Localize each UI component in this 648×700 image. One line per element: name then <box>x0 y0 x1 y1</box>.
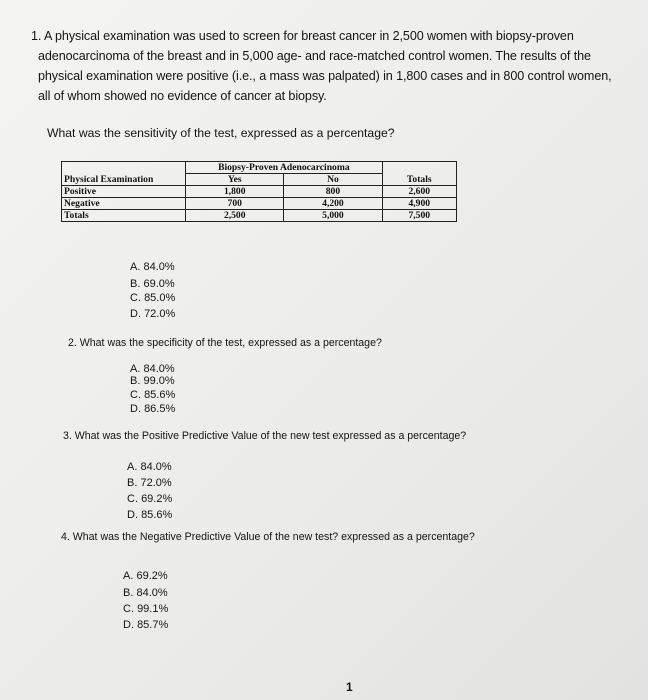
option-text: 99.0% <box>143 375 175 387</box>
q2-option-d[interactable] <box>130 403 175 415</box>
q1-line-4: all of whom showed no evidence of cancer at biopsy. <box>38 89 327 103</box>
q2-option-b[interactable] <box>130 375 175 387</box>
table-col-no: No <box>284 174 382 186</box>
option-text: 72.0% <box>144 308 176 320</box>
option-letter: A. <box>123 570 134 582</box>
table-row <box>62 198 457 210</box>
option-letter: C. <box>123 603 134 615</box>
option-text: 85.6% <box>144 389 176 401</box>
option-letter: C. <box>130 292 141 304</box>
option-letter: D. <box>130 308 141 320</box>
table-cell-total: 4,900 <box>382 198 456 210</box>
option-letter: B. <box>127 477 138 489</box>
table-row-label: Positive <box>62 186 186 198</box>
q4-option-c[interactable] <box>123 603 168 615</box>
q1-option-a[interactable] <box>130 261 175 273</box>
q4-option-d[interactable] <box>123 619 168 631</box>
q1-option-c[interactable] <box>130 292 175 304</box>
option-letter: C. <box>127 493 138 505</box>
table-totals-corner <box>382 162 456 174</box>
q3-option-d[interactable] <box>127 509 172 521</box>
option-text: 99.1% <box>137 603 169 615</box>
option-text: 84.0% <box>136 587 168 599</box>
q4-prompt: 4. What was the Negative Predictive Value of the new test? expressed as a percentage? <box>61 531 475 543</box>
q3-option-a[interactable] <box>127 461 172 473</box>
option-text: 69.2% <box>141 493 173 505</box>
table-row <box>62 186 457 198</box>
option-letter: A. <box>130 261 141 273</box>
option-letter: A. <box>127 461 138 473</box>
option-letter: A. <box>130 363 141 375</box>
table-cell-yes: 1,800 <box>186 186 284 198</box>
q2-option-a[interactable] <box>130 363 175 375</box>
q4-option-b[interactable] <box>123 587 168 599</box>
option-text: 84.0% <box>143 363 175 375</box>
option-letter: D. <box>127 509 138 521</box>
q1-option-d[interactable] <box>130 308 175 320</box>
table-row-label: Negative <box>62 198 186 210</box>
table-cell-no: 5,000 <box>284 210 382 222</box>
option-letter: B. <box>130 278 141 290</box>
q3-option-b[interactable] <box>127 477 172 489</box>
table-cell-no: 800 <box>284 186 382 198</box>
option-text: 85.6% <box>141 509 173 521</box>
option-text: 69.2% <box>136 570 168 582</box>
table-cell-no: 4,200 <box>284 198 382 210</box>
q1-line-3: physical examination were positive (i.e., a mass was palpated) in 1,800 cases and in 800 control women, <box>38 69 612 83</box>
table-cell-yes: 700 <box>186 198 284 210</box>
option-text: 84.0% <box>140 461 172 473</box>
q1-prompt: What was the sensitivity of the test, expressed as a percentage? <box>47 126 395 140</box>
biopsy-results-table <box>61 161 457 222</box>
option-text: 86.5% <box>144 403 176 415</box>
page-number: 1 <box>346 680 353 694</box>
table-row-label: Totals <box>62 210 186 222</box>
option-text: 85.0% <box>144 292 176 304</box>
option-text: 69.0% <box>143 278 175 290</box>
table-row <box>62 210 457 222</box>
table-corner-cell <box>62 162 186 174</box>
table-group-header: Biopsy-Proven Adenocarcinoma <box>186 162 382 174</box>
option-letter: B. <box>130 375 141 387</box>
q2-prompt: 2. What was the specificity of the test, expressed as a percentage? <box>68 337 382 349</box>
q4-option-a[interactable] <box>123 570 168 582</box>
table-cell-total: 2,600 <box>382 186 456 198</box>
q1-line-2: adenocarcinoma of the breast and in 5,000 age- and race-matched control women. The results of the <box>38 49 591 63</box>
table-col-totals: Totals <box>382 174 456 186</box>
q3-prompt: 3. What was the Positive Predictive Value of the new test expressed as a percentage? <box>63 430 467 442</box>
option-letter: B. <box>123 587 134 599</box>
option-letter: D. <box>130 403 141 415</box>
table-cell-total: 7,500 <box>382 210 456 222</box>
option-letter: C. <box>130 389 141 401</box>
q1-line-1: 1. A physical examination was used to screen for breast cancer in 2,500 women with biopsy-proven <box>31 29 574 43</box>
table-col-yes: Yes <box>186 174 284 186</box>
option-text: 85.7% <box>137 619 169 631</box>
option-text: 72.0% <box>140 477 172 489</box>
q1-option-b[interactable] <box>130 278 175 290</box>
q3-option-c[interactable] <box>127 493 172 505</box>
table-row-header: Physical Examination <box>62 174 186 186</box>
option-text: 84.0% <box>143 261 175 273</box>
table-cell-yes: 2,500 <box>186 210 284 222</box>
q2-option-c[interactable] <box>130 389 175 401</box>
option-letter: D. <box>123 619 134 631</box>
